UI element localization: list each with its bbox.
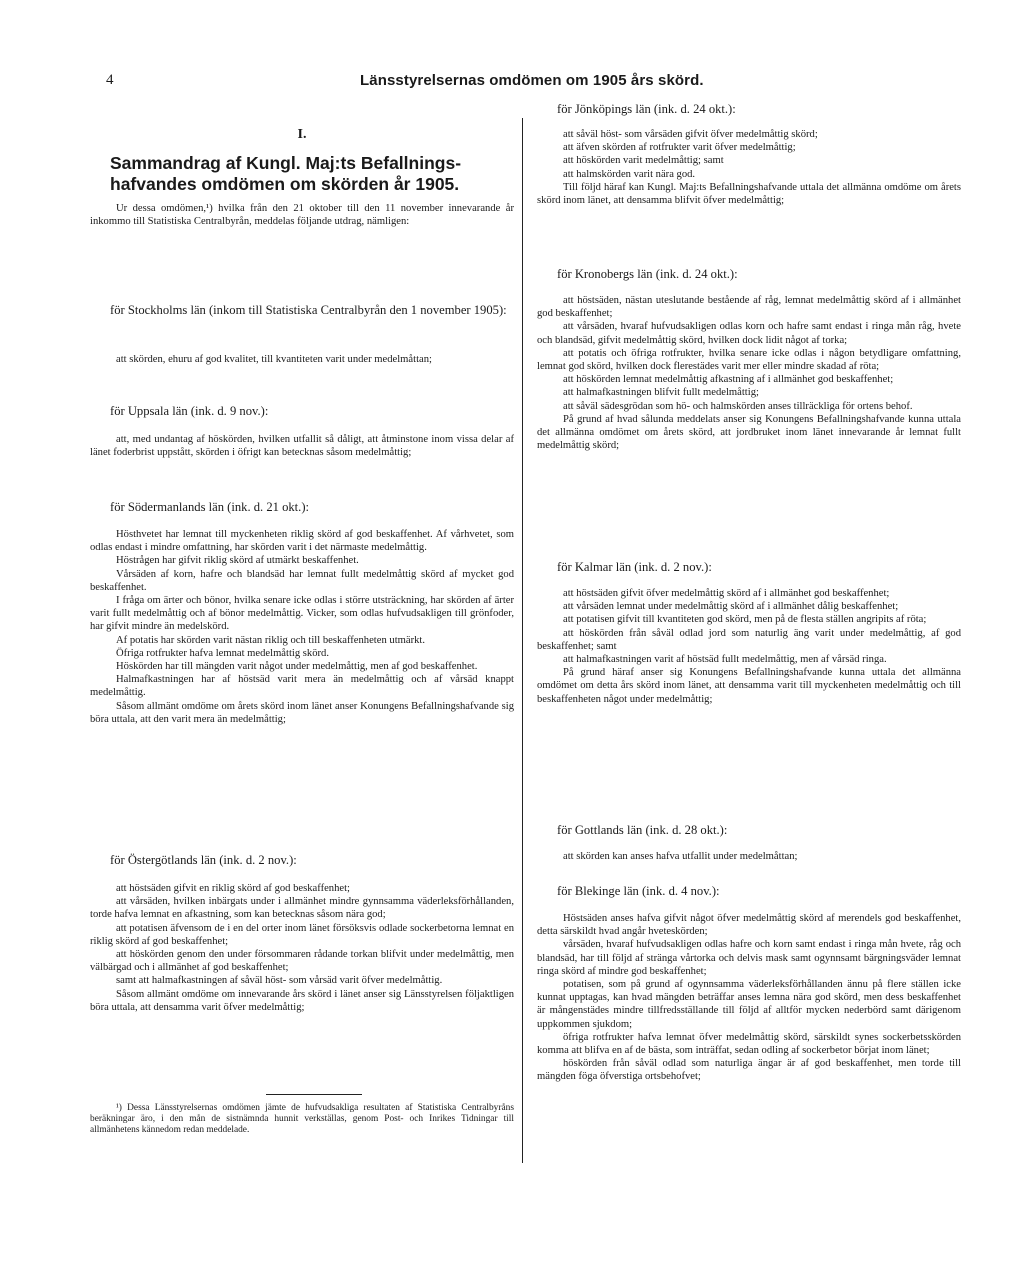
intro-paragraph: Ur dessa omdömen,¹) hvilka från den 21 oktober till den 11 november innevarande år inkommo till Statistiska Centralbyrån, meddelas följande utdrag, nämligen:	[90, 203, 514, 228]
kalmar-para: att halmafkastningen varit af höstsäd fullt medelmåttig, men af vårsäd ringa.	[563, 654, 887, 666]
ostergotland-heading: för Östergötlands län (ink. d. 2 nov.):	[110, 853, 297, 867]
kalmar-heading: för Kalmar län (ink. d. 2 nov.):	[557, 560, 712, 574]
gottland-text: att skörden kan anses hafva utfallit under medelmåttan;	[563, 851, 798, 862]
sodermanland-para: Af potatis har skörden varit nästan riklig och till beskaffenheten utmärkt.	[116, 634, 425, 646]
blekinge-para: potatisen, som på grund af ogynnsamma väderleksförhållanden ännu på flere ställen icke kunnat upptagas, kan hvad mängden beträffar anses lemna nära god skörd, men dess beskaffenhet är mångenstädes mindre tillfredsställande till följd af alltför mycken nederbörd samt därigenom uppkommen sjukdom;	[537, 979, 961, 1030]
ostergotland-para: att höskörden genom den under försommaren rådande torkan blifvit under medelmåttig, men välbärgad och i allmänhet af god beskaffenhet;	[90, 949, 514, 974]
sodermanland-para: I fråga om ärter och bönor, hvilka senare icke odlas i större utsträckning, har skörden af ärter varit fullt medelmåttig och af bönor medelmåttig. Vicker, som odlas hufvudsakligen till grönfoder, har gifvit mindre än medelskörd.	[90, 595, 514, 633]
running-header	[0, 72, 1024, 96]
uppsala-heading-block	[90, 404, 514, 419]
jonkoping-heading: för Jönköpings län (ink. d. 24 okt.):	[557, 102, 736, 116]
sodermanland-para: Höskörden har till mängden varit något under medelmåttig, men af god beskaffenhet.	[116, 661, 478, 673]
column-divider	[522, 118, 523, 1163]
jonkoping-text-block	[537, 128, 961, 207]
footnote-rule	[266, 1094, 362, 1095]
kalmar-para: att potatisen gifvit till kvantiteten god skörd, men på de flesta ställen angripits af röta;	[563, 614, 927, 626]
uppsala-text-block	[90, 433, 514, 459]
kronoberg-para: att såväl sädesgrödan som hö- och halmskörden anses tillräckliga för ortens behof.	[563, 400, 913, 412]
sodermanland-para: Halmafkastningen har af höstsäd varit mera än medelmåttig och af vårsäd knappt medelmåttig.	[90, 674, 514, 699]
kronoberg-para: På grund af hvad sålunda meddelats anser sig Konungens Befallningshafvande kunna uttala det allmänna omdömet om årets skörd, att jordbruket inom länet innevarande år lemnat fullt medelmåttig skörd;	[537, 413, 961, 452]
kronoberg-heading: för Kronobergs län (ink. d. 24 okt.):	[557, 267, 738, 281]
jonkoping-para: Till följd häraf kan Kungl. Maj:ts Befallningshafvande uttala det allmänna omdöme om årets skörd inom länet, att densamma blifvit öfver medelmåttig;	[537, 181, 961, 207]
gottland-text-block	[537, 850, 961, 863]
ostergotland-text-block	[90, 882, 514, 1014]
kronoberg-text-block	[537, 294, 961, 452]
blekinge-heading: för Blekinge län (ink. d. 4 nov.):	[557, 884, 720, 898]
ostergotland-para: att höstsäden gifvit en riklig skörd af god beskaffenhet;	[116, 883, 350, 894]
jonkoping-heading-block	[537, 102, 961, 117]
sodermanland-para: Höstrågen har gifvit riklig skörd af utmärkt beskaffenhet.	[116, 555, 359, 567]
kronoberg-para: att potatis och öfriga rotfrukter, hvilka senare icke odlas i någon betydligare omfattning, lemnat god skörd, hvilken dock flerestädes varit mer eller mindre skadad af röta;	[537, 347, 961, 373]
sodermanland-text-block	[90, 528, 514, 726]
stockholm-heading: för Stockholms län (inkom till Statistiska Centralbyrån den 1 november 1905):	[110, 303, 507, 317]
stockholm-block	[90, 303, 514, 318]
section-roman-numeral: I.	[297, 127, 307, 142]
sodermanland-heading: för Södermanlands län (ink. d. 21 okt.):	[110, 500, 310, 514]
ostergotland-heading-block	[90, 853, 514, 868]
kronoberg-para: att höskörden lemnat medelmåttig afkastning af i allmänhet god beskaffenhet;	[563, 374, 894, 386]
intro-block	[90, 202, 514, 228]
blekinge-para: höskörden från såväl odlad som naturliga ängar är af god beskaffenhet, men torde till mängden föga öfverstiga ortsbehofvet;	[537, 1058, 961, 1083]
kalmar-heading-block	[537, 560, 961, 575]
stockholm-text: att skörden, ehuru af god kvalitet, till kvantiteten varit under medelmåttan;	[116, 354, 432, 365]
blekinge-para: Höstsäden anses hafva gifvit något öfver medelmåttig skörd af merendels god beskaffenhet, detta särskildt hvad angår hveteskörden;	[537, 913, 961, 938]
blekinge-text-block	[537, 912, 961, 1084]
kalmar-text-block	[537, 587, 961, 706]
footnote: ¹) Dessa Länsstyrelsernas omdömen jämte de hufvudsakliga resultaten af Statistiska Centralbyråns beräkningar äro, i den mån de sistnämnda hunnit verkställas, genom Post- och Inrikes Tidningar till allmänhetens kännedom redan meddelade.	[90, 1103, 514, 1135]
jonkoping-para: att såväl höst- som vårsäden gifvit öfver medelmåttig skörd;	[563, 129, 818, 140]
blekinge-heading-block	[537, 884, 961, 899]
ostergotland-para: att vårsäden, hvilken inbärgats under i allmänhet mindre gynnsamma väderleksförhållanden, torde hafva lemnat en afkastning, som kan betecknas såsom nära god;	[90, 896, 514, 921]
kalmar-para: På grund häraf anser sig Konungens Befallningshafvande kunna uttala det allmänna omdömet om detta års skörd inom länet, att densamma varit till myckenheten medelmåttig och till beskaffenheten något under medelmåttig;	[537, 667, 961, 705]
stockholm-text-block	[90, 353, 514, 366]
kronoberg-para: att halmafkastningen blifvit fullt medelmåttig;	[563, 387, 759, 399]
ostergotland-para: samt att halmafkastningen af såväl höst- som vårsäd varit öfver medelmåttig.	[116, 975, 443, 987]
footnote-block	[90, 1094, 514, 1136]
section-title-block	[90, 153, 514, 195]
gottland-heading: för Gottlands län (ink. d. 28 okt.):	[557, 823, 728, 837]
kronoberg-heading-block	[537, 267, 961, 282]
running-title: Länsstyrelsernas omdömen om 1905 års skörd.	[360, 72, 704, 89]
blekinge-para: vårsäden, hvaraf hufvudsakligen odlas hafre och korn samt endast i ringa mån hvete, råg och blandsäd, har till följd af stränga vårtorka och delvis mask samt ogynnsamt bärgningsväder lemnat ringa skörd af mindre god beskaffenhet;	[537, 939, 961, 977]
sodermanland-para: Vårsäden af korn, hafre och blandsäd har lemnat fullt medelmåttig skörd af mycket god beskaffenhet.	[90, 568, 514, 593]
ostergotland-para: Såsom allmänt omdöme om innevarande års skörd i länet anser sig Länsstyrelsen följaktligen böra uttala, att densamma varit öfver medelmåttig;	[90, 988, 514, 1013]
page-number: 4	[106, 72, 114, 88]
uppsala-heading: för Uppsala län (ink. d. 9 nov.):	[110, 404, 269, 418]
blekinge-para: öfriga rotfrukter hafva lemnat öfver medelmåttig skörd, särskildt synes sockerbetsskörden komma att blifva en af de bästa, som inträffat, sedan odling af sockerbetor börjat inom länet;	[537, 1031, 961, 1057]
sodermanland-para: Hösthvetet har lemnat till myckenheten riklig skörd af god beskaffenhet. Af vårhvetet, som odlas endast i mindre omfattning, har skörden varit i det närmaste medelmåttig.	[90, 529, 514, 554]
sodermanland-heading-block	[90, 500, 514, 515]
jonkoping-para: att äfven skörden af rotfrukter varit öfver medelmåttig;	[563, 142, 796, 154]
kalmar-para: att höskörden från såväl odlad jord som naturlig äng varit under medelmåttig, af god beskaffenhet; samt	[537, 627, 961, 652]
section-title: Sammandrag af Kungl. Maj:ts Befallnings-hafvandes omdömen om skörden år 1905.	[110, 153, 462, 194]
gottland-heading-block	[537, 823, 961, 838]
sodermanland-para: Såsom allmänt omdöme om årets skörd inom länet anser Konungens Befallningshafvande sig böra uttala, att den varit mera än medelmåttig;	[90, 700, 514, 725]
uppsala-text: att, med undantag af höskörden, hvilken utfallit så dåligt, att åtminstone inom vissa delar af länet foderbrist uppstått, skörden i öfrigt kan betecknas såsom medelmåttig;	[90, 434, 514, 459]
sodermanland-para: Öfriga rotfrukter hafva lemnat medelmåttig skörd.	[116, 647, 329, 659]
jonkoping-para: att halmskörden varit nära god.	[563, 168, 696, 180]
kronoberg-para: att vårsäden, hvaraf hufvudsakligen odlas korn och hafre samt endast i ringa mån råg, hvete och blandsäd, gifvit medelmåttig skörd, hvilken dock lidit något af torka;	[537, 321, 961, 346]
jonkoping-para: att höskörden varit medelmåttig; samt	[563, 155, 724, 167]
ostergotland-para: att potatisen äfvensom de i en del orter inom länet försöksvis odlade sockerbetorna lemnat en riklig skörd af god beskaffenhet;	[90, 922, 514, 947]
kronoberg-para: att höstsäden, nästan uteslutande bestående af råg, lemnat medelmåttig skörd af i allmänhet god beskaffenhet;	[537, 295, 961, 320]
kalmar-para: att höstsäden gifvit öfver medelmåttig skörd af i allmänhet god beskaffenhet;	[563, 588, 890, 599]
kalmar-para: att vårsäden lemnat under medelmåttig skörd af i allmänhet dålig beskaffenhet;	[563, 601, 899, 613]
